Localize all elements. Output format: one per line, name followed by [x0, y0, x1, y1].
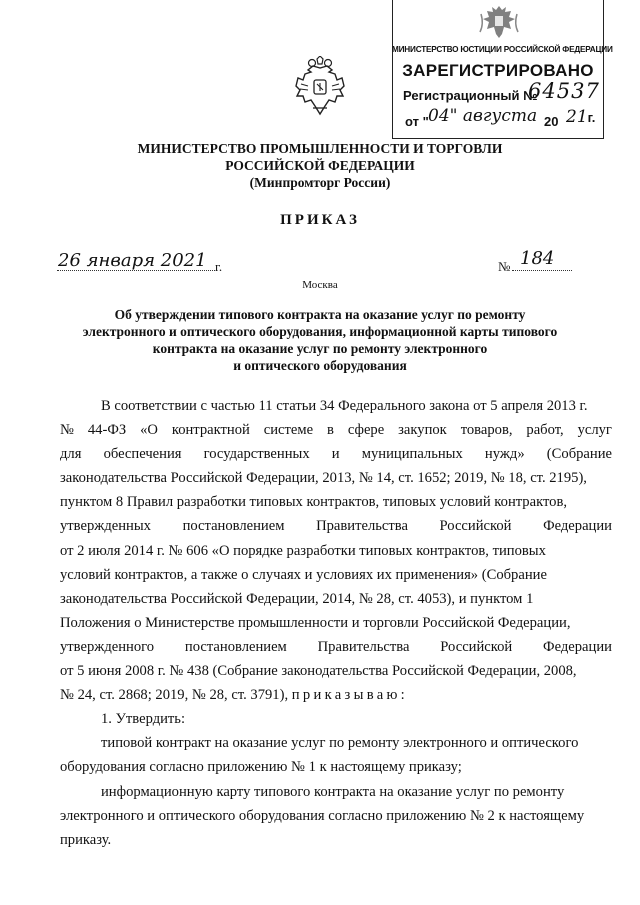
body-line: 1. Утвердить: [101, 711, 186, 728]
body-line: приказу. [60, 831, 112, 848]
stamp-eagle-emblem [478, 2, 520, 42]
title-line: электронного и оптического оборудования, информационной карты типового [82, 324, 558, 339]
body-line: Положения о Министерстве промышленности и торговли Российской Федерации, [60, 614, 571, 631]
body-line: условий контрактов, а также о случаях и условиях их применения» (Собрание [60, 566, 547, 583]
order-title [60, 306, 580, 374]
body-line: от 2 июля 2014 г. № 606 «О порядке разработки типовых контрактов, типовых [60, 542, 546, 559]
title-line: Об утверждении типового контракта на оказание услуг по ремонту [114, 307, 526, 322]
order-date-handwritten: 26 января 2021 [58, 250, 207, 271]
document-type-title: ПРИКАЗ [280, 212, 360, 228]
body-line: утвержденных постановлением Правительства Российской Федерации [60, 518, 612, 535]
body-line: информационную карту типового контракта на оказание услуг по ремонту [101, 783, 565, 800]
ministry-short-name: (Минпромторг России) [249, 175, 391, 190]
stamp-ministry-name: МИНИСТЕРСТВО ЮСТИЦИИ РОССИЙСКОЙ ФЕДЕРАЦИИ [392, 45, 613, 54]
title-line: и оптического оборудования [233, 358, 407, 373]
body-line: утвержденного постановлением Правительства Российской Федерации [60, 638, 612, 655]
number-underline [512, 270, 572, 271]
body-line: для обеспечения государственных и муниципальных нужд» (Собрание [60, 446, 612, 463]
order-number-handwritten: 184 [520, 248, 555, 269]
body-line: законодательства Российской Федерации, 2014, № 28, ст. 4053), и пунктом 1 [60, 590, 534, 607]
body-line: законодательства Российской Федерации, 2013, № 14, ст. 1652; 2019, № 18, ст. 2195), [60, 470, 587, 487]
ministry-name-line: МИНИСТЕРСТВО ПРОМЫШЛЕННОСТИ И ТОРГОВЛИ [137, 141, 503, 156]
body-line: В соответствии с частью 11 статьи 34 Федерального закона от 5 апреля 2013 г. [101, 398, 588, 414]
body-line: № 24, ст. 2868; 2019, № 28, ст. 3791), приказываю: [60, 683, 612, 707]
spaced-verb: приказываю: [291, 687, 409, 704]
city-name: Москва [302, 279, 338, 291]
title-line: контракта на оказание услуг по ремонту электронного [152, 341, 488, 356]
body-line: от 5 июня 2008 г. № 438 (Собрание законодательства Российской Федерации, 2008, [60, 663, 577, 680]
body-line: оборудования согласно приложению № 1 к настоящему приказу; [60, 759, 462, 776]
coat-of-arms-icon [293, 56, 347, 116]
order-body [60, 394, 612, 852]
body-line: электронного и оптического оборудования согласно приложению № 2 к настоящему [60, 807, 585, 824]
body-line: пунктом 8 Правил разработки типовых контрактов, типовых условий контрактов, [60, 494, 568, 511]
body-line: типовой контракт на оказание услуг по ремонту электронного и оптического [101, 735, 579, 752]
order-number-label: № [498, 259, 511, 274]
date-year-suffix: г. [215, 259, 223, 274]
stamp-registration-number: 64537 [528, 79, 600, 103]
stamp-date-handwritten: 04" августа [428, 106, 538, 126]
stamp-year-prefix: 20 [544, 114, 559, 129]
ministry-header [0, 140, 640, 191]
stamp-date-prefix: от " [405, 114, 429, 129]
date-underline [57, 270, 215, 271]
body-line: № 44-ФЗ «О контрактной системе в сфере закупок товаров, работ, услуг [60, 422, 612, 439]
ministry-name-line: РОССИЙСКОЙ ФЕДЕРАЦИИ [225, 158, 415, 173]
stamp-registered-label: ЗАРЕГИСТРИРОВАНО [402, 61, 594, 80]
stamp-registration-label: Регистрационный № [403, 88, 538, 103]
stamp-year-handwritten: 21г. [566, 107, 596, 127]
